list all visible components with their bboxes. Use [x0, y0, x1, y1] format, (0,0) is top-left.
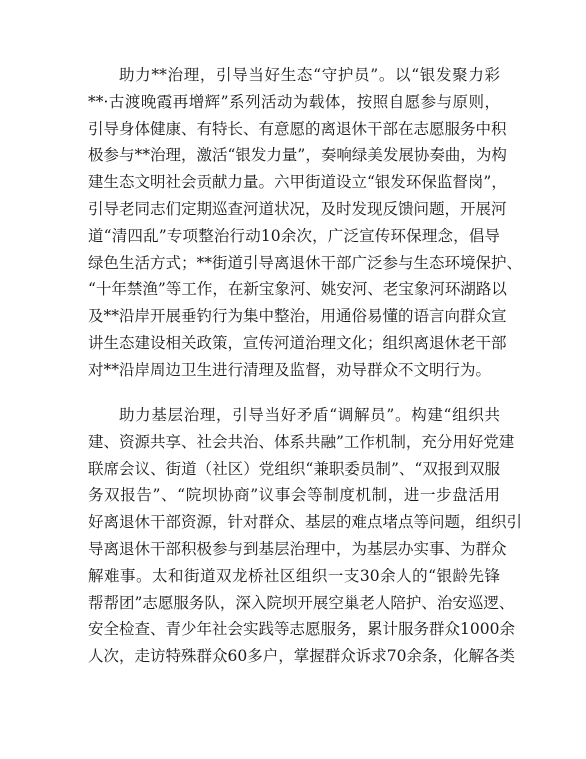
text-line: 解难事。太和街道双龙桥社区组织一支30余人的“银龄先锋 [88, 566, 500, 585]
text-line: **·古渡晚霞再增辉”系列活动为载体，按照自愿参与原则， [88, 92, 500, 111]
text-line: 助力基层治理，引导当好矛盾“调解员”。构建“组织共 [119, 406, 500, 424]
text-line: 及**沿岸开展垂钓行为集中整治，用通俗易懂的语言向群众宣 [88, 307, 507, 326]
text-line: 引导老同志们定期巡查河道状况，及时发现反馈问题，开展河 [88, 199, 507, 218]
text-line: 务双报告”、“院坝协商”议事会等制度机制，进一步盘活用 [88, 486, 500, 505]
text-line: 引导身体健康、有特长、有意愿的离退休干部在志愿服务中积 [88, 119, 507, 138]
text-line: 人次，走访特殊群众60多户，掌握群众诉求70余条，化解各类 [88, 647, 515, 666]
text-line: 导离退休干部积极参与到基层治理中，为基层办实事、为群众 [88, 539, 507, 558]
text-line: “十年禁渔”等工作，在新宝象河、姚安河、老宝象河环湖路以 [88, 280, 507, 299]
text-line: 联席会议、街道（社区）党组织“兼职委员制”、“双报到双服 [88, 459, 500, 478]
text-line: 对**沿岸周边卫生进行清理及监督，劝导群众不文明行为。 [88, 360, 492, 379]
paragraph-ecology [88, 62, 523, 384]
text-line: 助力**治理，引导当好生态“守护员”。以“银发聚力彩 [119, 66, 500, 84]
paragraph-grassroots [88, 402, 523, 670]
text-line: 安全检查、青少年社会实践等志愿服务，累计服务群众1000余 [88, 620, 515, 639]
text-line: 讲生态建设相关政策，宣传河道治理文化；组织离退休老干部 [88, 333, 507, 352]
text-line: 建、资源共享、社会共治、体系共融”工作机制，充分用好党建 [88, 432, 515, 451]
text-line: 绿色生活方式；**街道引导离退休干部广泛参与生态环境保护、 [88, 253, 523, 272]
text-line: 帮帮团”志愿服务队，深入院坝开展空巢老人陪护、治安巡逻、 [88, 593, 515, 612]
text-line: 极参与**治理，激活“银发力量”，奏响绿美发展协奏曲，为构 [88, 146, 507, 165]
text-line: 道“清四乱”专项整治行动10余次，广泛宣传环保理念，倡导 [88, 226, 500, 245]
text-line: 好离退休干部资源，针对群众、基层的难点堵点等问题，组织引 [88, 513, 523, 532]
text-line: 建生态文明社会贡献力量。六甲街道设立“银发环保监督岗”， [88, 173, 507, 192]
